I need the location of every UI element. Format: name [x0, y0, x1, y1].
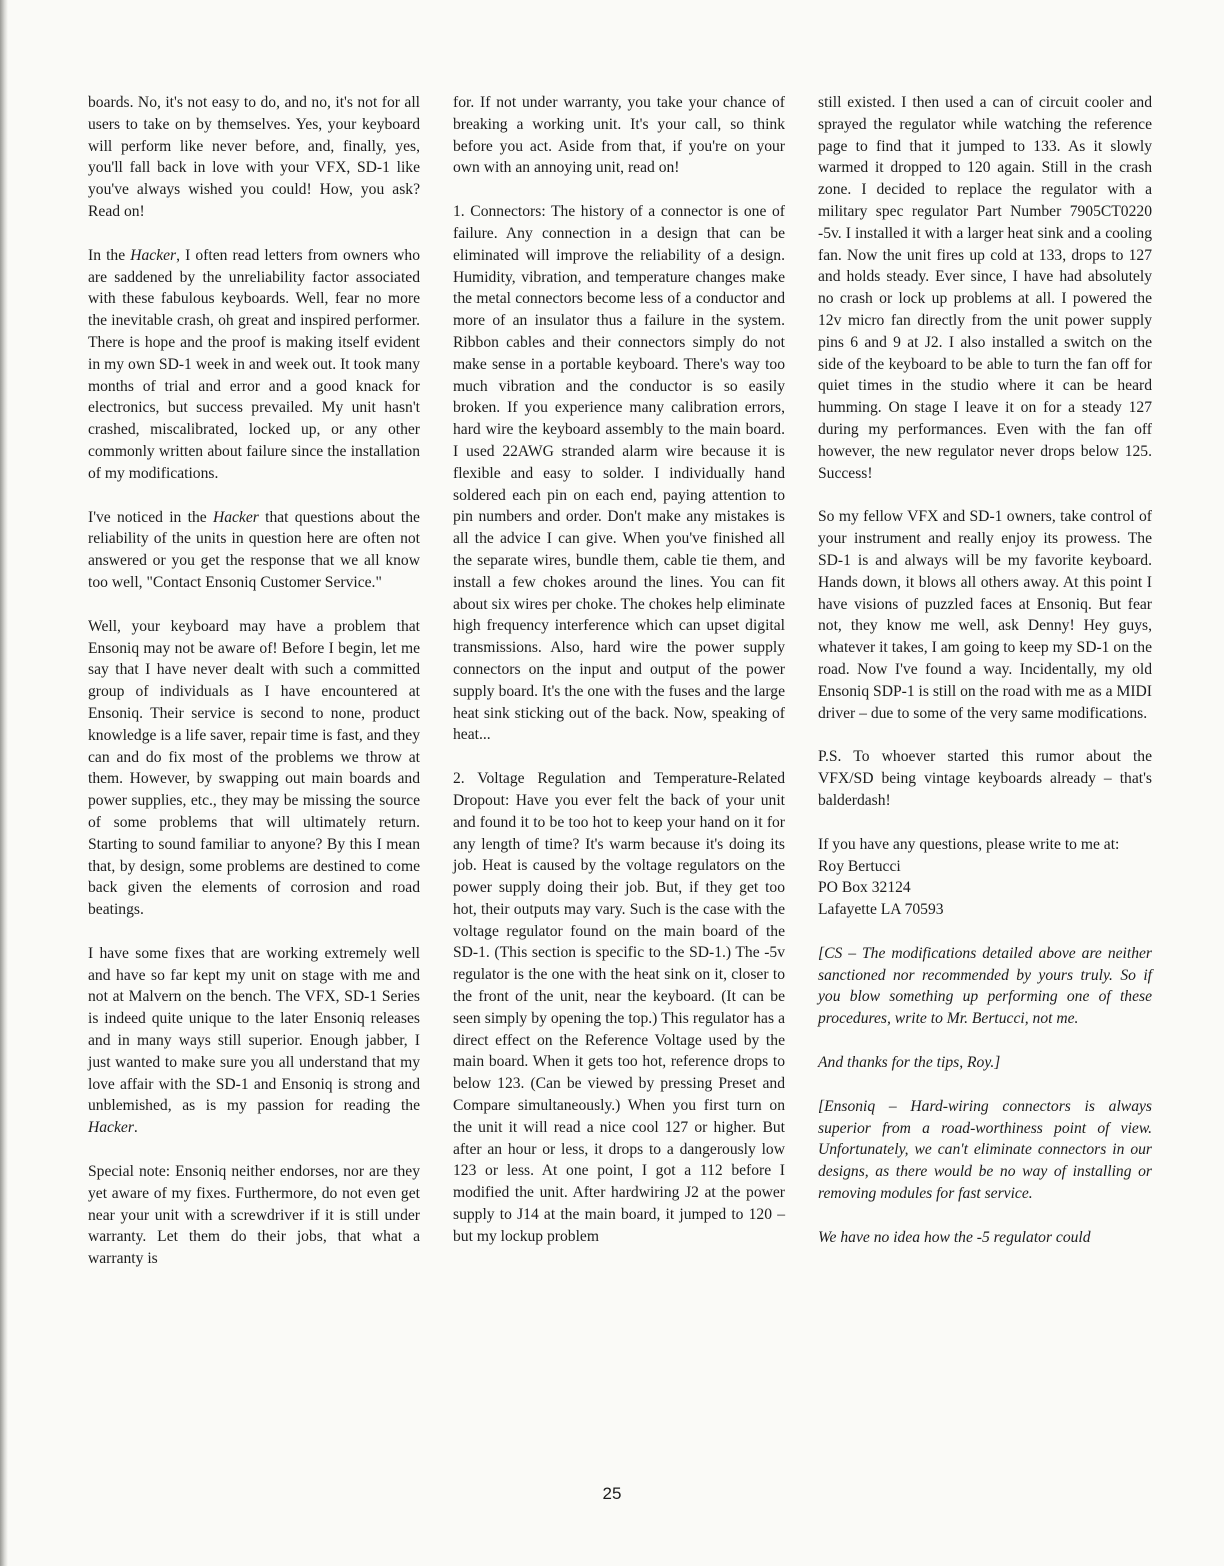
address-line: Roy Bertucci	[818, 857, 901, 875]
paragraph: I've noticed in the Hacker that questions about the reliability of the units in question here are often not answered or you get the response that we all know too well, "Contact Ensoniq Customer Service."	[88, 508, 420, 591]
paragraph: still existed. I then used a can of circuit cooler and sprayed the regulator while watching the reference page to find that it jumped to 133. As it slowly warmed it dropped to 120 again. Still in the crash zone. I decided to replace the regulator with a military spec regulator Part Number 7905CT0220 -5v. I installed it with a larger heat sink and a cooling fan. Now the unit fires up cold at 133, drops to 127 and holds steady. Ever since, I have had absolutely no crash or lock up problems at all. I powered the 12v micro fan directly from the unit power supply pins 6 and 9 at J2. I also installed a switch on the side of the keyboard to be able to turn the fan off for quiet times in the studio where it can be heard humming. On stage I leave it on for a steady 127 during my performances. Even with the fan off however, the new regulator never drops below 125. Success!	[818, 94, 1152, 482]
column-1	[88, 92, 420, 1270]
paragraph: So my fellow VFX and SD-1 owners, take control of your instrument and really enjoy its prowess. The SD-1 is and always will be my favorite keyboard. Hands down, it blows all others away. At this point I have visions of puzzled faces at Ensoniq. But fear not, they know me well, ask Denny! Hey guys, whatever it takes, I am going to keep my SD-1 on the road. Now I've found a way. Incidentally, my old Ensoniq SDP-1 is still on the road with me as a MIDI driver – due to some of the very same modifications.	[818, 508, 1152, 722]
paragraph: 1. Connectors: The history of a connector is one of failure. Any connection in a design that can be eliminated will improve the reliability of a design. Humidity, vibration, and temperature changes make the metal connectors become less of a conductor and more of an insulator thus a failure in the system. Ribbon cables and their connectors simply do not make sense in a portable keyboard. There's way too much vibration and the conductor is so easily broken. If you experience many calibration errors, hard wire the keyboard assembly to the main board. I used 22AWG stranded alarm wire because it is flexible and easy to solder. I individually hand soldered each pin on each end, paying attention to pin numbers and order. Don't make any mistakes is all the advice I can give. When you've finished all the separate wires, bundle them, cable tie them, and install a few chokes around the lines. You can fit about six wires per choke. The chokes help eliminate high frequency interference which can upset digital transmissions. Also, hard wire the power supply connectors on the input and output of the power supply board. It's the one with the fuses and the large heat sink sticking out of the back. Now, speaking of heat...	[453, 203, 785, 744]
paragraph: P.S. To whoever started this rumor about the VFX/SD being vintage keyboards already – that's balderdash!	[818, 748, 1152, 809]
magazine-title: Hacker	[212, 508, 259, 526]
column-3	[818, 92, 1152, 1249]
page-number: 25	[602, 1484, 622, 1503]
paragraph: boards. No, it's not easy to do, and no, it's not for all users to take on by themselves. Yes, your keyboard will perform like never before, and, finally, yes, you'll fall back in love with your VFX, SD-1 like you've always wished you could! How, you ask? Read on!	[88, 94, 420, 220]
address-line: Lafayette LA 70593	[818, 901, 944, 919]
paragraph: I have some fixes that are working extremely well and have so far kept my unit on stage with me and not at Malvern on the bench. The VFX, SD-1 Series is indeed quite unique to the later Ensoniq releases and in many ways still superior. Enough jabber, I just wanted to make sure you all understand that my love affair with the SD-1 and Ensoniq is strong and unblemished, as is my passion for reading the Hacker.	[88, 944, 420, 1137]
paragraph: for. If not under warranty, you take your chance of breaking a working unit. It's your call, so think before you act. Aside from that, if you're on your own with an annoying unit, read on!	[453, 94, 785, 177]
paragraph: Well, your keyboard may have a problem that Ensoniq may not be aware of! Before I begin, let me say that I have never dealt with such a committed group of individuals as I have encountered at Ensoniq. Their service is second to none, product knowledge is a life saver, repair time is fast, and they can and do fix most of the problems we throw at them. However, by swapping out main boards and power supplies, etc., they may be missing the source of some problems that will ultimately return. Starting to sound familiar to anyone? By this I mean that, by design, some problems are destined to come back given the elements of corrosion and road beatings.	[88, 617, 420, 919]
ensoniq-note: [Ensoniq – Hard-wiring connectors is always superior from a road-worthiness point of view. Unfortunately, we can't eliminate connectors in our designs, as there would be no way of installing or removing modules for fast service.	[818, 1097, 1152, 1203]
paragraph: If you have any questions, please write to me at:	[818, 835, 1120, 853]
magazine-title: Hacker	[130, 246, 177, 264]
address-line: PO Box 32124	[818, 879, 911, 897]
editor-note: And thanks for the tips, Roy.]	[818, 1054, 1001, 1072]
magazine-title: Hacker	[88, 1119, 134, 1137]
ensoniq-note: We have no idea how the -5 regulator could	[818, 1228, 1091, 1246]
page-edge-shadow	[0, 0, 8, 1566]
column-2	[453, 92, 785, 1248]
mailing-address	[818, 856, 1152, 921]
paragraph: 2. Voltage Regulation and Temperature-Related Dropout: Have you ever felt the back of your unit and found it to be too hot to keep your hand on it for any length of time? It's warm because it's doing its job. Heat is caused by the voltage regulators on the power supply doing their job. But, if they get too hot, their outputs may vary. Such is the case with the voltage regulator found on the main board of the SD-1. (This section is specific to the SD-1.) The -5v regulator is the one with the heat sink on it, closer to the front of the unit, near the keyboard. (It can be seen simply by opening the top.) This regulator has a direct effect on the Reference Voltage used by the main board. When it gets too hot, reference drops to below 123. (Can be viewed by pressing Preset and Compare simultaneously.) When you first turn on the unit it will read a nice cool 127 or higher. But after an hour or less, it drops to a dangerously low 123 or less. At one point, I got a 112 before I modified the unit. After hardwiring J2 at the power supply to J14 at the main board, it jumped to 120 – but my lockup problem	[453, 770, 785, 1245]
editor-note: [CS – The modifications detailed above are neither sanctioned nor recommended by yours truly. So if you blow something up performing one of these procedures, write to Mr. Bertucci, not me.	[818, 944, 1152, 1028]
paragraph: In the Hacker, I often read letters from owners who are saddened by the unreliability factor associated with these fabulous keyboards. Well, fear no more the inevitable crash, oh great and inspired performer. There is hope and the proof is making itself evident in my own SD-1 week in and week out. It took many months of trial and error and a good knack for electronics, but success prevailed. My unit hasn't crashed, miscalibrated, locked up, or any other commonly written about failure since the installation of my modifications.	[88, 246, 420, 482]
paragraph: Special note: Ensoniq neither endorses, nor are they yet aware of my fixes. Furthermore, do not even get near your unit with a screwdriver if it is still under warranty. Let them do their jobs, that what a warranty is	[88, 1163, 420, 1268]
